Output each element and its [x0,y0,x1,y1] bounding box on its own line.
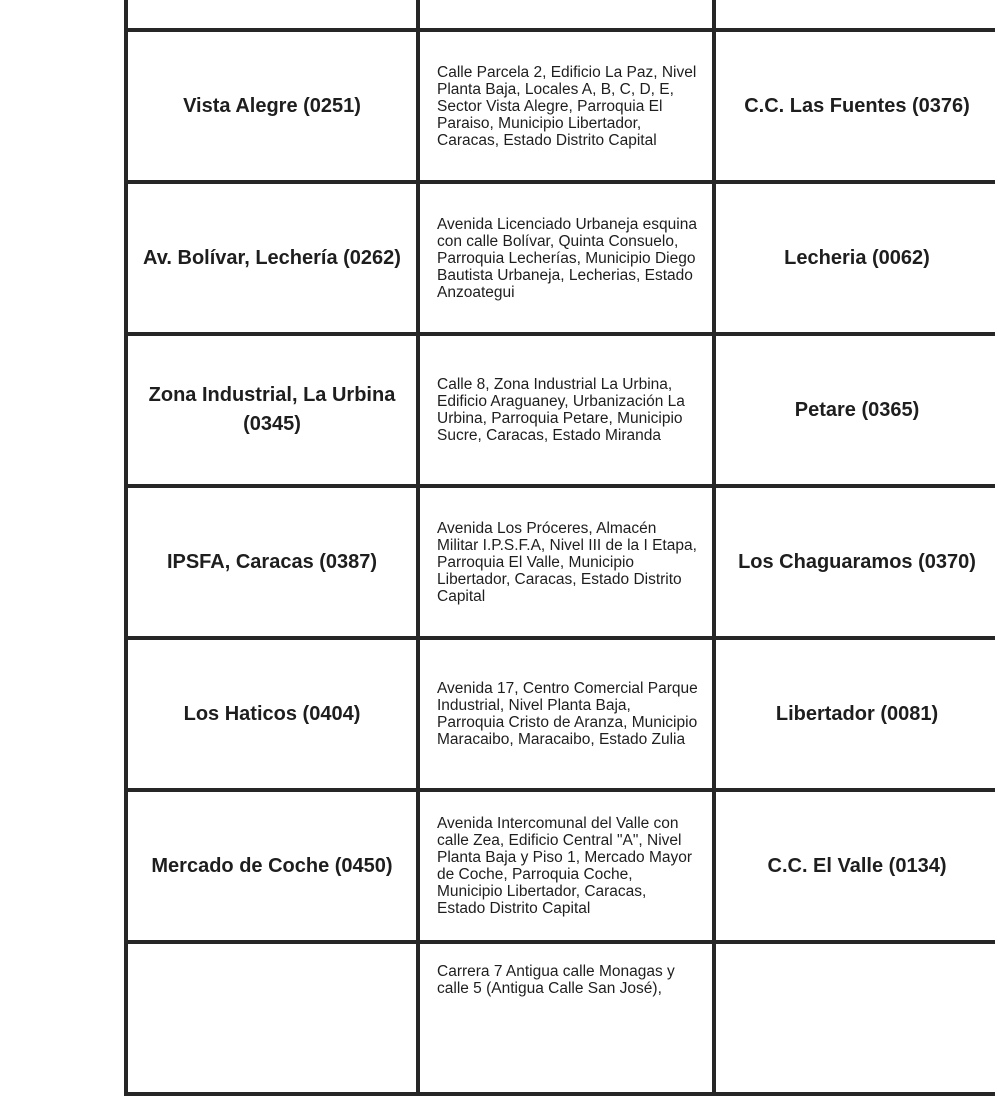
agency-name-cell: Mercado de Coche (0450) [128,792,420,940]
alternate-agency-cell: C.C. Las Fuentes (0376) [744,94,970,117]
table-row [128,792,995,944]
agency-name-cell [128,944,420,1092]
agency-address-cell [420,336,716,484]
agency-name-cell: IPSFA, Caracas (0387) [128,488,420,636]
table-row [128,488,995,640]
table-row [128,336,995,488]
agency-address-text: Avenida Intercomunal del Valle con calle Zea, Edificio Central "A", Nivel Planta Baja y Piso 1, Mercado Mayor de Coche, Parroquia Coche, Municipio Libertador, Caracas, Estado Distrito Capital [437,815,693,917]
agency-name-cell: Vista Alegre (0251) [128,32,420,180]
alternate-agency-cell: Petare (0365) [794,398,920,421]
alternate-agency-cell [716,944,995,1092]
table-row [128,0,995,32]
agency-address-cell [420,792,716,940]
alternate-agency-cell: Lecheria (0062) [784,246,930,269]
alternate-agency-cell: Libertador (0081) [775,702,939,725]
agency-address-cell [420,488,716,636]
agency-table [124,0,995,1096]
agency-name-cell: Los Haticos (0404) [128,640,420,788]
agency-address-text: Avenida Licenciado Urbaneja esquina con calle Bolívar, Quinta Consuelo, Parroquia Lecherías, Municipio Diego Bautista Urbaneja, Lecherias, Estado Anzoategui [437,215,697,301]
table-row [128,640,995,792]
agency-address-cell [420,0,716,28]
agency-address-text: Carrera 7 Antigua calle Monagas y calle 5 (Antigua Calle San José), [437,963,675,997]
agency-name-cell: Zona Industrial, La Urbina (0345) [128,336,420,484]
agency-address-text: Calle Parcela 2, Edificio La Paz, Nivel Planta Baja, Locales A, B, C, D, E, Sector Vista Alegre, Parroquia El Paraiso, Municipio Libertador, Caracas, Estado Distrito Capital [437,63,697,149]
table-row [128,32,995,184]
agency-name-cell: Av. Bolívar, Lechería (0262) [128,184,420,332]
agency-address-cell [420,32,716,180]
alternate-agency-cell [716,0,995,28]
agency-address-text: Avenida 17, Centro Comercial Parque Industrial, Nivel Planta Baja, Parroquia Cristo de Aranza, Municipio Maracaibo, Maracaibo, Estado Zulia [437,680,698,748]
agency-address-cell [420,944,716,1092]
alternate-agency-cell: C.C. El Valle (0134) [767,854,947,877]
agency-address-cell [420,640,716,788]
agency-address-text: Calle 8, Zona Industrial La Urbina, Edificio Araguaney, Urbanización La Urbina, Parroquia Petare, Municipio Sucre, Caracas, Estado Miranda [437,376,685,444]
table-row [128,944,995,1096]
table-row [128,184,995,336]
agency-address-cell [420,184,716,332]
alternate-agency-cell: Los Chaguaramos (0370) [738,550,976,573]
agency-name-cell [128,0,420,28]
agency-address-text: Avenida Los Próceres, Almacén Militar I.P.S.F.A, Nivel III de la I Etapa, Parroquia El Valle, Municipio Libertador, Caracas, Estado Distrito Capital [437,519,697,605]
